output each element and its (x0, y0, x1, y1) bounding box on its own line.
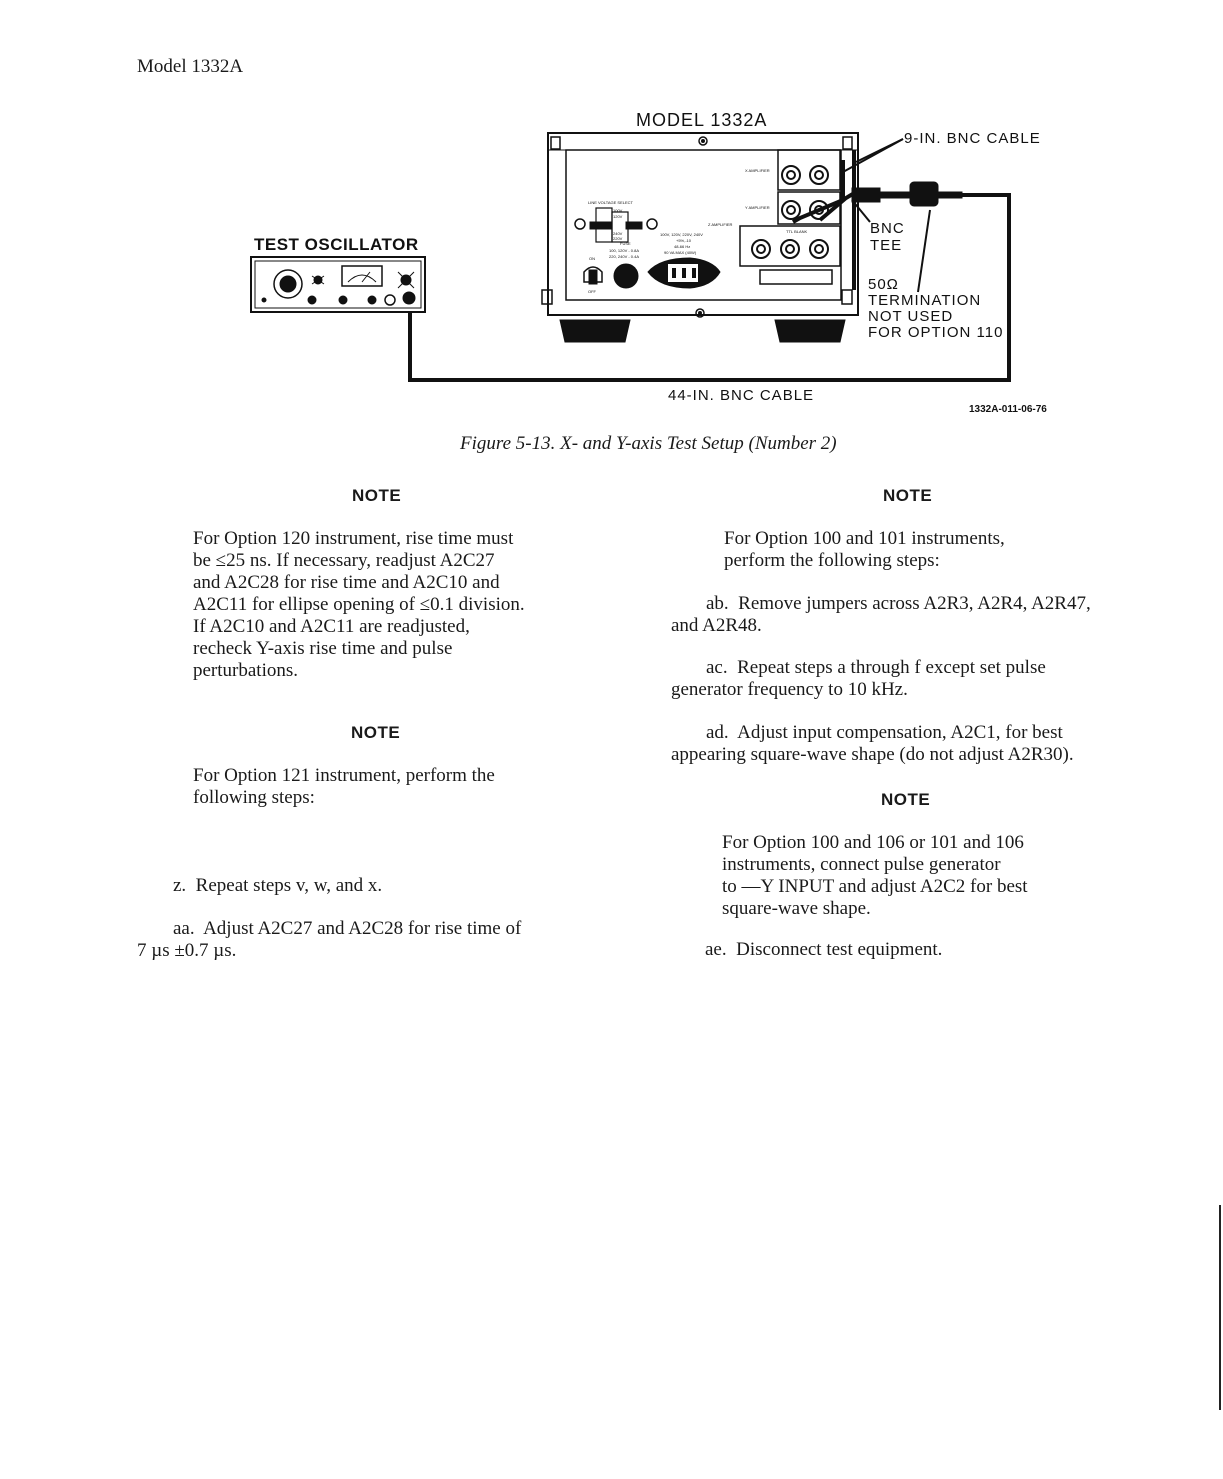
figure-caption: Figure 5-13. X- and Y-axis Test Setup (Number 2) (460, 433, 837, 454)
svg-text:Z AMPLIFIER: Z AMPLIFIER (708, 222, 733, 227)
step-ab: ab. Remove jumpers across A2R3, A2R4, A2R47, and A2R48. (671, 593, 1091, 636)
svg-text:Y AMPLIFIER: Y AMPLIFIER (745, 205, 770, 210)
svg-text:100, 120V - 0.8A: 100, 120V - 0.8A (609, 248, 640, 253)
cable-44in-label: 44-IN. BNC CABLE (668, 387, 815, 404)
note-heading-1: NOTE (352, 486, 402, 505)
test-setup-diagram (0, 0, 1223, 420)
model-1332a-rear-panel (542, 133, 858, 342)
svg-text:240V: 240V (613, 231, 623, 236)
svg-text:120V: 120V (613, 214, 623, 219)
step-ad: ad. Adjust input compensation, A2C1, for best appearing square-wave shape (do not adjust A2R30). (671, 722, 1074, 765)
note-body-4: For Option 100 and 106 or 101 and 106 instruments, connect pulse generator to —Y INPUT and adjust A2C2 for best square-wave shape. (722, 832, 1028, 919)
svg-text:LINE VOLTAGE SELECT: LINE VOLTAGE SELECT (588, 200, 633, 205)
svg-text:+5%,-10: +5%,-10 (676, 238, 692, 243)
scan-edge-mark (1219, 1205, 1221, 1410)
svg-text:48-66 Hz: 48-66 Hz (674, 244, 691, 249)
oscillator-label: TEST OSCILLATOR (254, 235, 419, 254)
step-ae: ae. Disconnect test equipment. (705, 939, 943, 960)
bnc-tee-label: BNC TEE (870, 220, 905, 254)
note-heading-4: NOTE (881, 790, 931, 809)
svg-text:90 VA MAX (40W): 90 VA MAX (40W) (664, 250, 697, 255)
step-ac: ac. Repeat steps a through f except set pulse generator frequency to 10 kHz. (671, 657, 1046, 700)
svg-text:220, 240V - 0.4A: 220, 240V - 0.4A (609, 254, 640, 259)
svg-text:X AMPLIFIER: X AMPLIFIER (745, 168, 770, 173)
page-header-model: Model 1332A (137, 56, 244, 77)
termination-label: 50Ω TERMINATION NOT USED FOR OPTION 110 (868, 276, 1004, 341)
svg-text:220V: 220V (613, 236, 623, 241)
note-heading-3: NOTE (883, 486, 933, 505)
svg-text:FUSE: FUSE (620, 241, 631, 246)
instrument-title: MODEL 1332A (636, 110, 768, 130)
note-heading-2: NOTE (351, 723, 401, 742)
step-z: z. Repeat steps v, w, and x. (173, 875, 383, 896)
note-body-3: For Option 100 and 101 instruments, perform the following steps: (724, 528, 1005, 571)
note-body-1: For Option 120 instrument, rise time must be ≤25 ns. If necessary, readjust A2C27 and A2C28 for rise time and A2C10 and A2C11 for ellipse opening of ≤0.1 division. If A2C10 and A2C11 are readjusted, recheck Y-axis rise time and pulse perturbations. (193, 528, 525, 681)
svg-text:100V, 120V, 220V, 240V: 100V, 120V, 220V, 240V (660, 232, 703, 237)
cable-9in-label: 9-IN. BNC CABLE (904, 130, 1041, 147)
step-aa: aa. Adjust A2C27 and A2C28 for rise time of 7 µs ±0.7 µs. (137, 918, 522, 961)
svg-text:TTL BLANK: TTL BLANK (786, 229, 808, 234)
svg-text:100V: 100V (613, 208, 623, 213)
svg-text:ON: ON (589, 256, 595, 261)
svg-text:OFF: OFF (588, 289, 596, 294)
note-body-2: For Option 121 instrument, perform the following steps: (193, 765, 495, 808)
test-oscillator-device (251, 257, 425, 312)
figure-id: 1332A-011-06-76 (969, 404, 1047, 415)
